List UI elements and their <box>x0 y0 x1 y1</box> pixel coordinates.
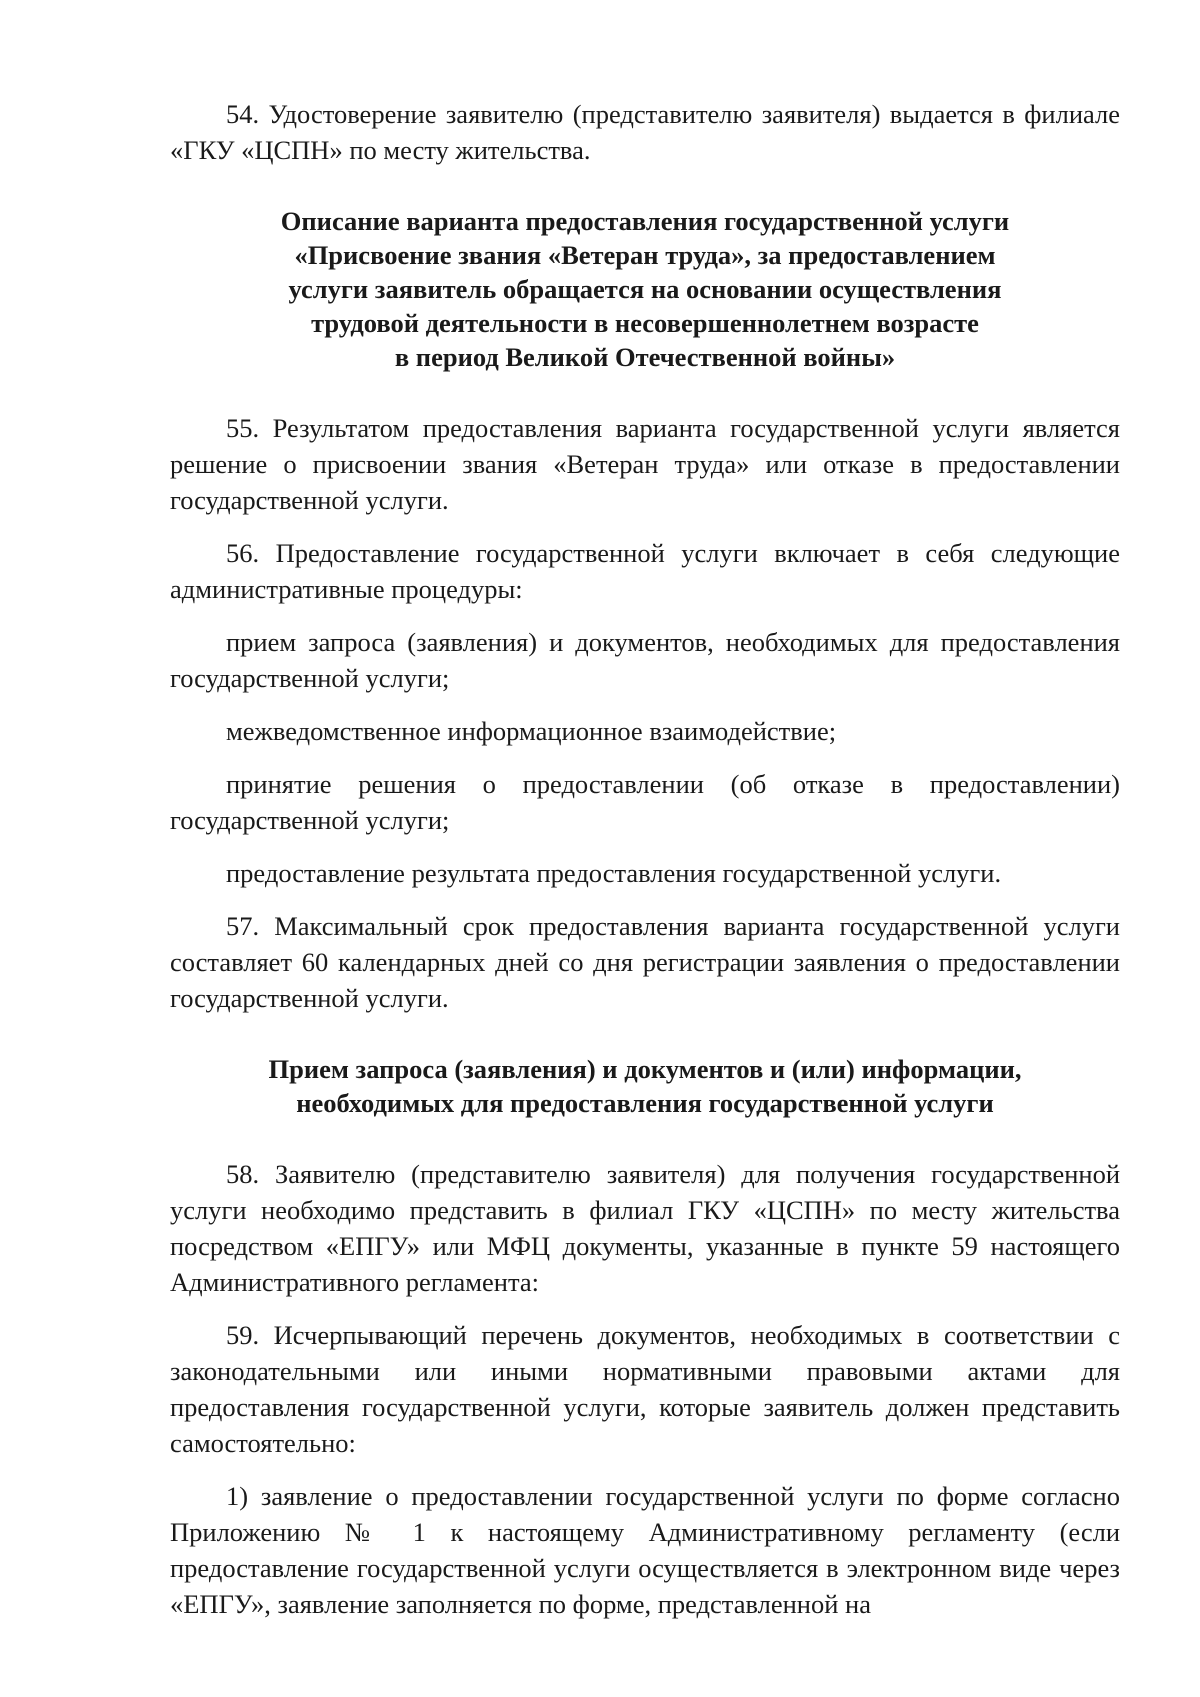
paragraph-56: 56. Предоставление государственной услуги включает в себя следующие административные процедуры: <box>170 538 1120 604</box>
paragraph-57: 57. Максимальный срок предоставления варианта государственной услуги составляет 60 календарных дней со дня регистрации заявления о предоставлении государственной услуги. <box>170 911 1120 1013</box>
paragraph-58: 58. Заявителю (представителю заявителя) для получения государственной услуги необходимо представить в филиал ГКУ «ЦСПН» по месту жительства посредством «ЕПГУ» или МФЦ документы, указанные в пункте 59 настоящего Административного регламента: <box>170 1159 1120 1297</box>
section-heading-veteran-minor-wartime <box>170 204 1120 374</box>
heading-line: трудовой деятельности в несовершеннолетнем возрасте <box>311 308 979 338</box>
procedure-item-2: межведомственное информационное взаимодействие; <box>226 716 837 746</box>
heading-line: необходимых для предоставления государственной услуги <box>296 1088 994 1118</box>
paragraph-55: 55. Результатом предоставления варианта государственной услуги является решение о присвоении звания «Ветеран труда» или отказе в предоставлении государственной услуги. <box>170 413 1120 515</box>
paragraph-59: 59. Исчерпывающий перечень документов, необходимых в соответствии с законодательными или иными нормативными правовыми актами для предоставления государственной услуги, которые заявитель должен представить самостоятельно: <box>170 1320 1120 1458</box>
heading-line: в период Великой Отечественной войны» <box>394 342 896 372</box>
heading-line: Описание варианта предоставления государственной услуги <box>280 206 1010 236</box>
section-heading-request-reception <box>170 1052 1120 1120</box>
heading-line: «Присвоение звания «Ветеран труда», за предоставлением <box>294 240 996 270</box>
heading-line: Прием запроса (заявления) и документов и (или) информации, <box>268 1054 1022 1084</box>
procedure-item-1: прием запроса (заявления) и документов, необходимых для предоставления государственной услуги; <box>170 627 1120 693</box>
document-page <box>170 96 1120 1622</box>
heading-line: услуги заявитель обращается на основании осуществления <box>288 274 1002 304</box>
list-item-1: 1) заявление о предоставлении государственной услуги по форме согласно Приложению № 1 к настоящему Административному регламенту (если предоставление государственной услуги осуществляется в электронном виде через «ЕПГУ», заявление заполняется по форме, представленной на <box>170 1481 1120 1619</box>
procedure-item-4: предоставление результата предоставления государственной услуги. <box>226 858 1002 888</box>
procedure-item-3: принятие решения о предоставлении (об отказе в предоставлении) государственной услуги; <box>170 769 1120 835</box>
paragraph-54: 54. Удостоверение заявителю (представителю заявителя) выдается в филиале «ГКУ «ЦСПН» по месту жительства. <box>170 99 1120 165</box>
